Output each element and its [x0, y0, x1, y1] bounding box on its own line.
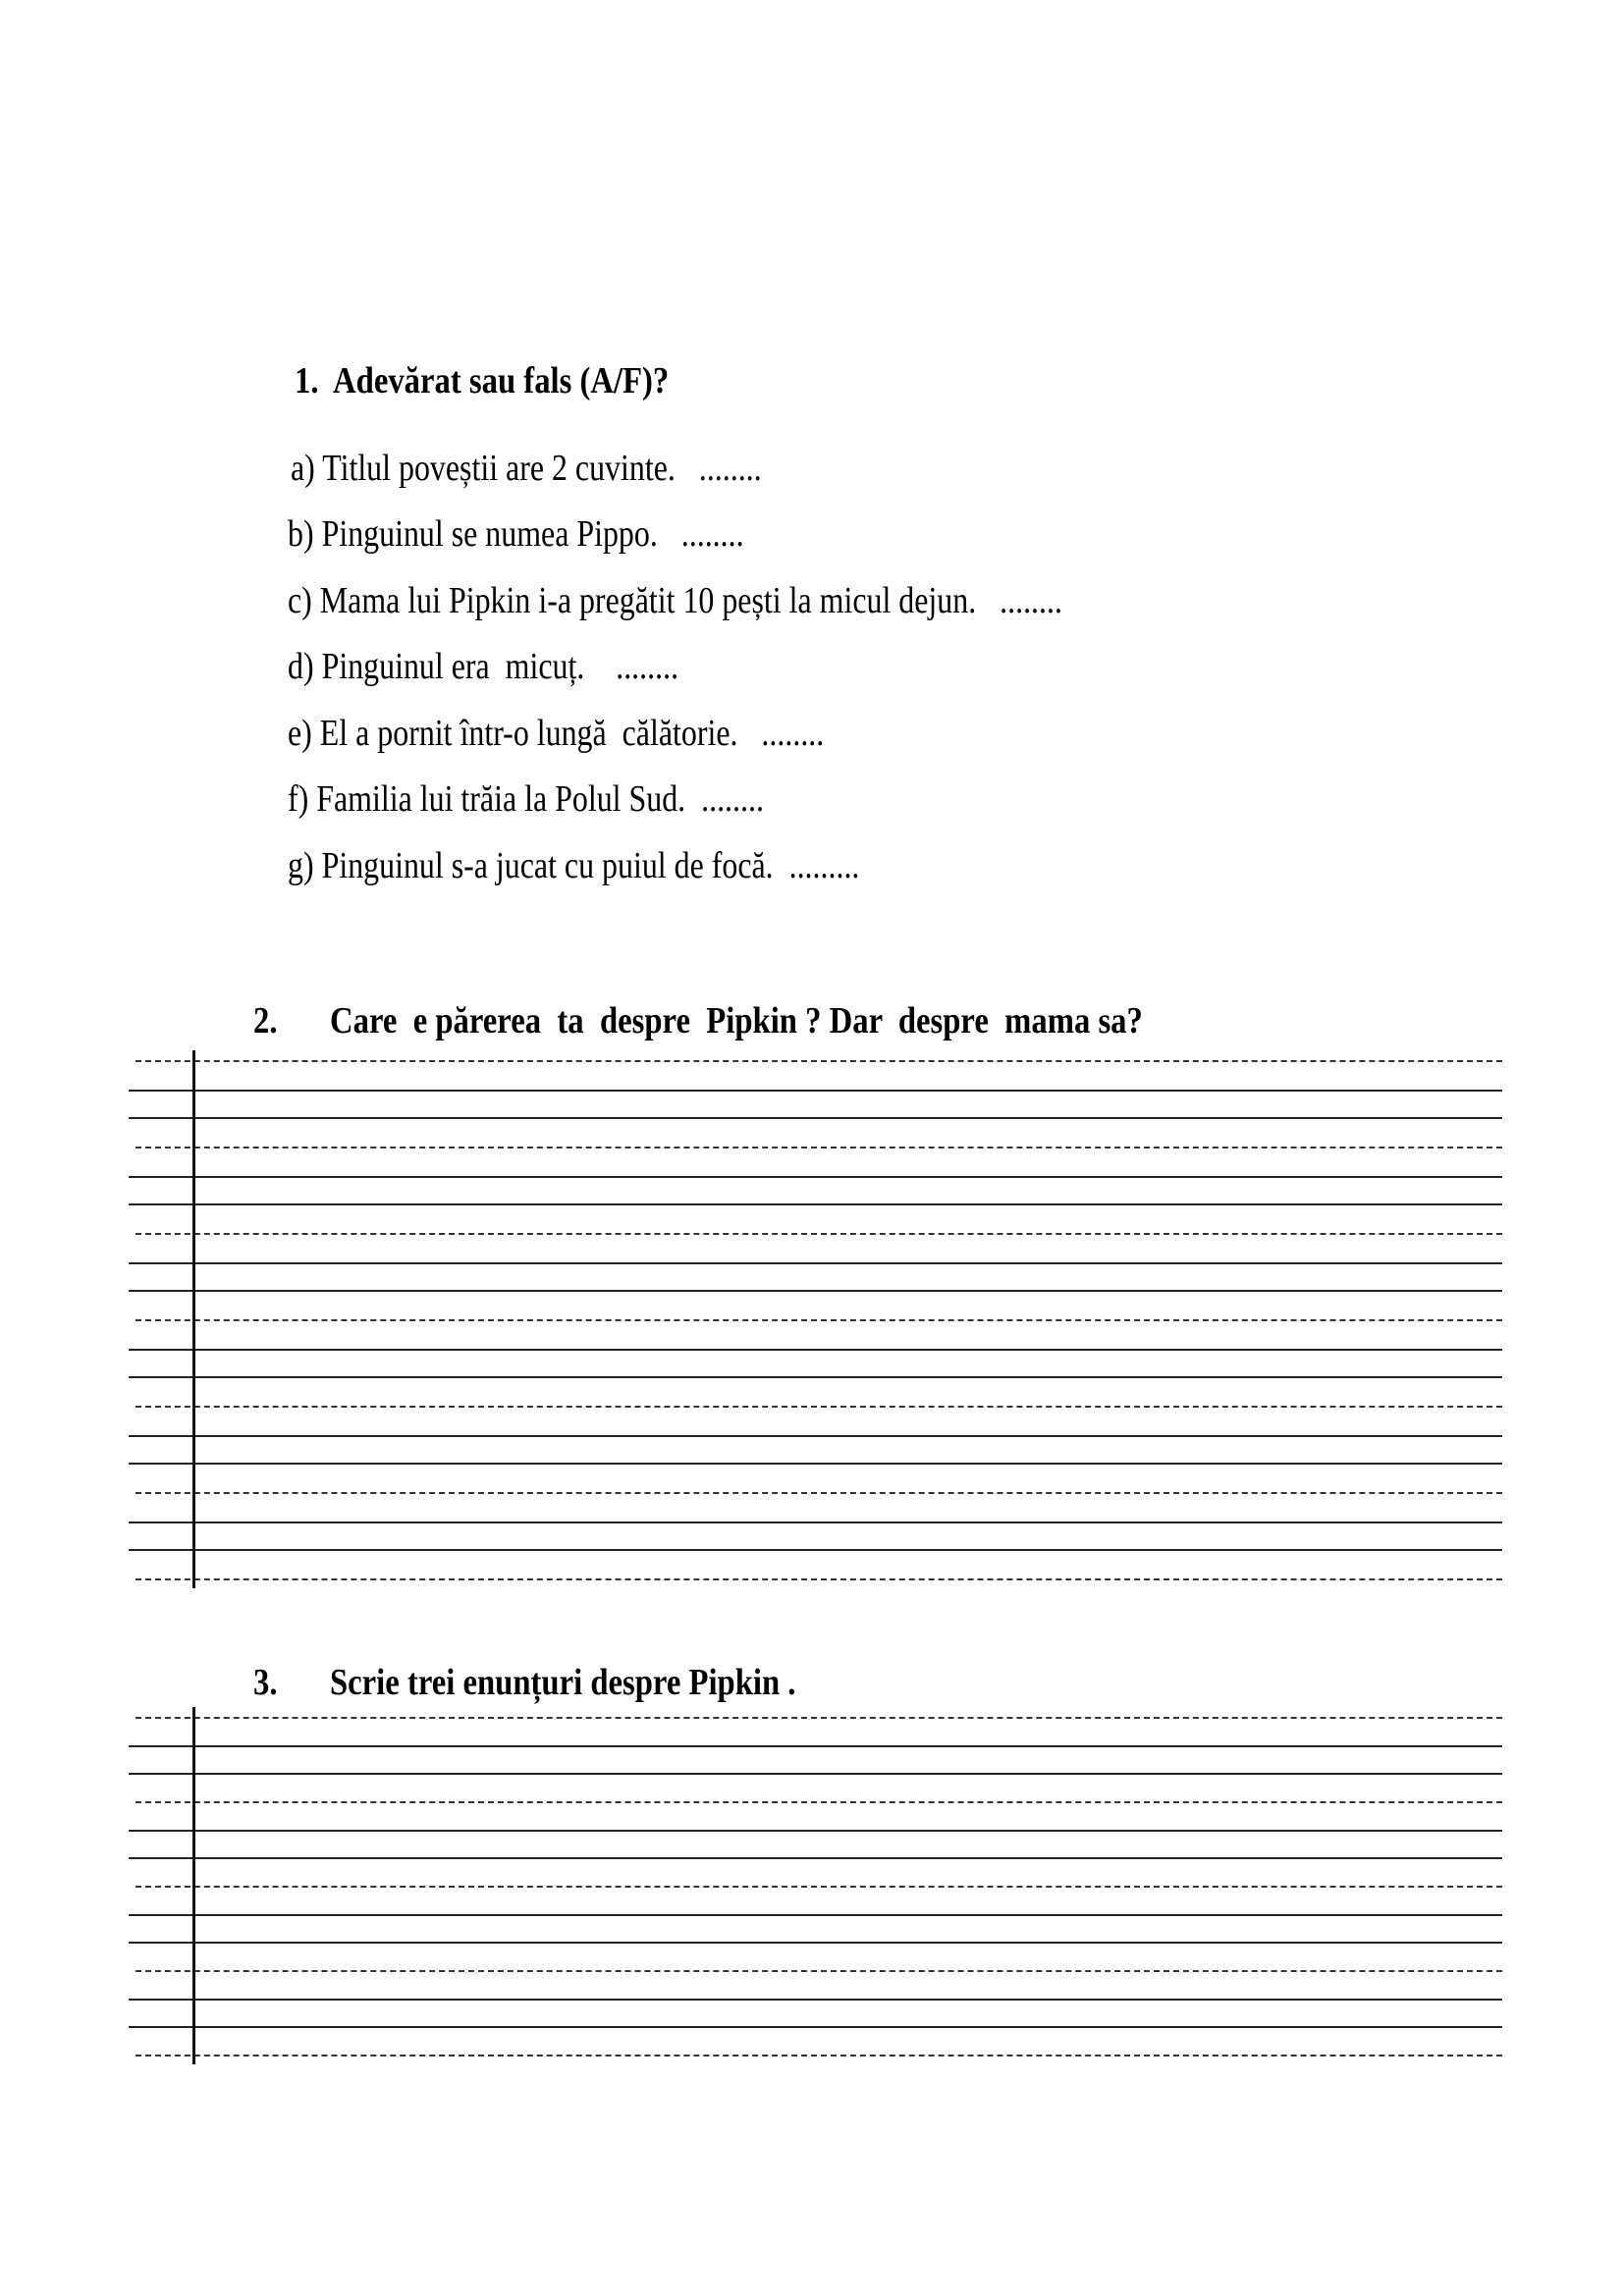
question-item-b: b) Pinguinul se numea Pippo. ........	[288, 513, 744, 555]
dashed-guide-line	[135, 1886, 1502, 1888]
solid-writing-line	[129, 1463, 1502, 1465]
solid-writing-line	[129, 1203, 1502, 1205]
solid-writing-line	[129, 1857, 1502, 1859]
solid-writing-line	[129, 2026, 1502, 2028]
dashed-guide-line	[135, 1492, 1502, 1494]
solid-writing-line	[129, 1176, 1502, 1178]
solid-writing-line	[129, 1549, 1502, 1551]
solid-writing-line	[129, 1435, 1502, 1437]
dashed-guide-line	[135, 1233, 1502, 1235]
section3-number: 3.	[253, 1662, 278, 1703]
question-item-e: e) El a pornit într-o lungă călătorie. ........	[288, 713, 825, 754]
section2-number: 2.	[253, 1000, 278, 1041]
section1-heading	[295, 359, 669, 402]
question-item-f: f) Familia lui trăia la Polul Sud. ........	[288, 778, 764, 820]
solid-writing-line	[129, 1773, 1502, 1775]
section1-title: Adevărat sau fals (A/F)?	[333, 360, 670, 401]
question-item-c: c) Mama lui Pipkin i-a pregătit 10 pești la micul dejun. ........	[288, 580, 1062, 621]
dashed-guide-line	[135, 1060, 1502, 1062]
dashed-guide-line	[135, 2055, 1502, 2056]
solid-writing-line	[129, 1522, 1502, 1523]
solid-writing-line	[129, 1090, 1502, 1092]
dashed-guide-line	[135, 1147, 1502, 1148]
question-item-d: d) Pinguinul era micuț. ........	[288, 646, 679, 687]
solid-writing-line	[129, 1942, 1502, 1944]
margin-line	[192, 1707, 195, 2064]
margin-line	[192, 1050, 195, 1588]
question-item-g: g) Pinguinul s-a jucat cu puiul de focă. .........	[288, 845, 860, 886]
solid-writing-line	[129, 1914, 1502, 1916]
dashed-guide-line	[135, 1319, 1502, 1321]
question-item-a: a) Titlul poveștii are 2 cuvinte. ........	[291, 448, 762, 489]
solid-writing-line	[129, 1830, 1502, 1832]
section1-number: 1.	[295, 360, 319, 401]
section3-title: Scrie trei enunțuri despre Pipkin .	[330, 1662, 796, 1703]
dashed-guide-line	[135, 1801, 1502, 1803]
solid-writing-line	[129, 1999, 1502, 2001]
solid-writing-line	[129, 1349, 1502, 1351]
solid-writing-line	[129, 1745, 1502, 1747]
solid-writing-line	[129, 1376, 1502, 1378]
solid-writing-line	[129, 1262, 1502, 1264]
solid-writing-line	[129, 1290, 1502, 1292]
solid-writing-line	[129, 1117, 1502, 1119]
dashed-guide-line	[135, 1970, 1502, 1972]
dashed-guide-line	[135, 1406, 1502, 1408]
section2-title: Care e părerea ta despre Pipkin ? Dar despre mama sa?	[330, 1000, 1143, 1041]
dashed-guide-line	[135, 1717, 1502, 1719]
dashed-guide-line	[135, 1578, 1502, 1580]
